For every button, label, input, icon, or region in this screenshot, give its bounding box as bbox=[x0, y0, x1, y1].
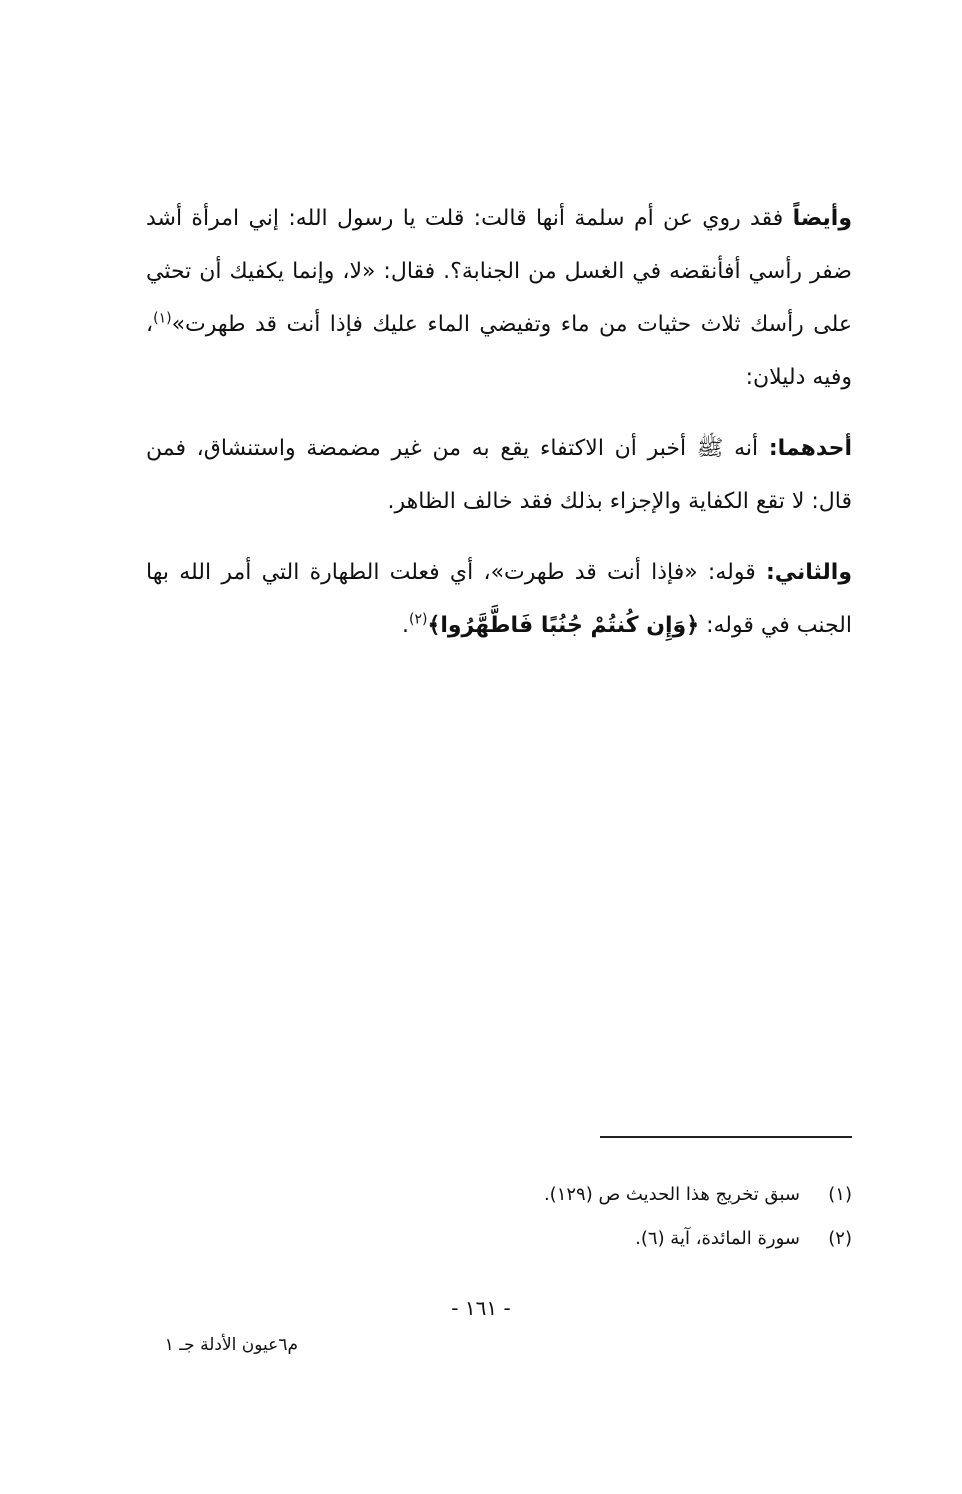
page-number: - ١٦١ - bbox=[451, 1296, 511, 1320]
footnote-item bbox=[360, 1172, 852, 1216]
paragraph-tail: ، وفيه دليلان: bbox=[146, 312, 852, 390]
signature-mark: م٦عيون الأدلة جـ ١ bbox=[164, 1335, 298, 1355]
footnote-number: (١) bbox=[828, 1183, 852, 1205]
footnote-item bbox=[360, 1216, 852, 1260]
paragraph-text: فقد روي عن أم سلمة أنها قالت: قلت يا رسول الله: إني امرأة أشد ضفر رأسي أفأنقضه في الغسل من الجنابة؟. فقال: «لا، وإنما يكفيك أن تحثي على رأسك ثلاث حثيات من ماء وتفيضي الماء عليك فإذا أنت قد طهرت» bbox=[146, 206, 852, 337]
paragraph-1 bbox=[146, 192, 852, 404]
footnote-number: (٢) bbox=[828, 1227, 852, 1249]
paragraph-lead: أحدهما: bbox=[768, 436, 852, 461]
footnote-ref: (٢) bbox=[408, 611, 428, 628]
main-text bbox=[146, 192, 852, 670]
footnote-text: سبق تخريج هذا الحديث ص (١٢٩). bbox=[543, 1183, 800, 1205]
quran-quote: ﴿وَإِن كُنتُمْ جُنُبًا فَاطَّهَّرُوا﴾ bbox=[427, 613, 700, 638]
footnote-ref: (١) bbox=[153, 310, 172, 327]
footnotes bbox=[360, 1172, 852, 1260]
paragraph-tail: . bbox=[401, 613, 409, 638]
paragraph-text: أنه ﷺ أخبر أن الاكتفاء يقع به من غير مضمضة واستنشاق، فمن قال: لا تقع الكفاية والإجزاء بذلك فقد خالف الظاهر. bbox=[146, 436, 852, 514]
paragraph-3 bbox=[146, 546, 852, 652]
paragraph-lead: وأيضاً bbox=[792, 206, 852, 231]
paragraph-2 bbox=[146, 422, 852, 528]
paragraph-lead: والثاني: bbox=[765, 560, 852, 585]
footnote-divider bbox=[600, 1136, 852, 1138]
paragraph-text: قوله: «فإذا أنت قد طهرت»، أي فعلت الطهارة التي أمر الله بها الجنب في قوله: bbox=[146, 560, 852, 638]
footnote-text: سورة المائدة، آية (٦). bbox=[635, 1227, 800, 1249]
